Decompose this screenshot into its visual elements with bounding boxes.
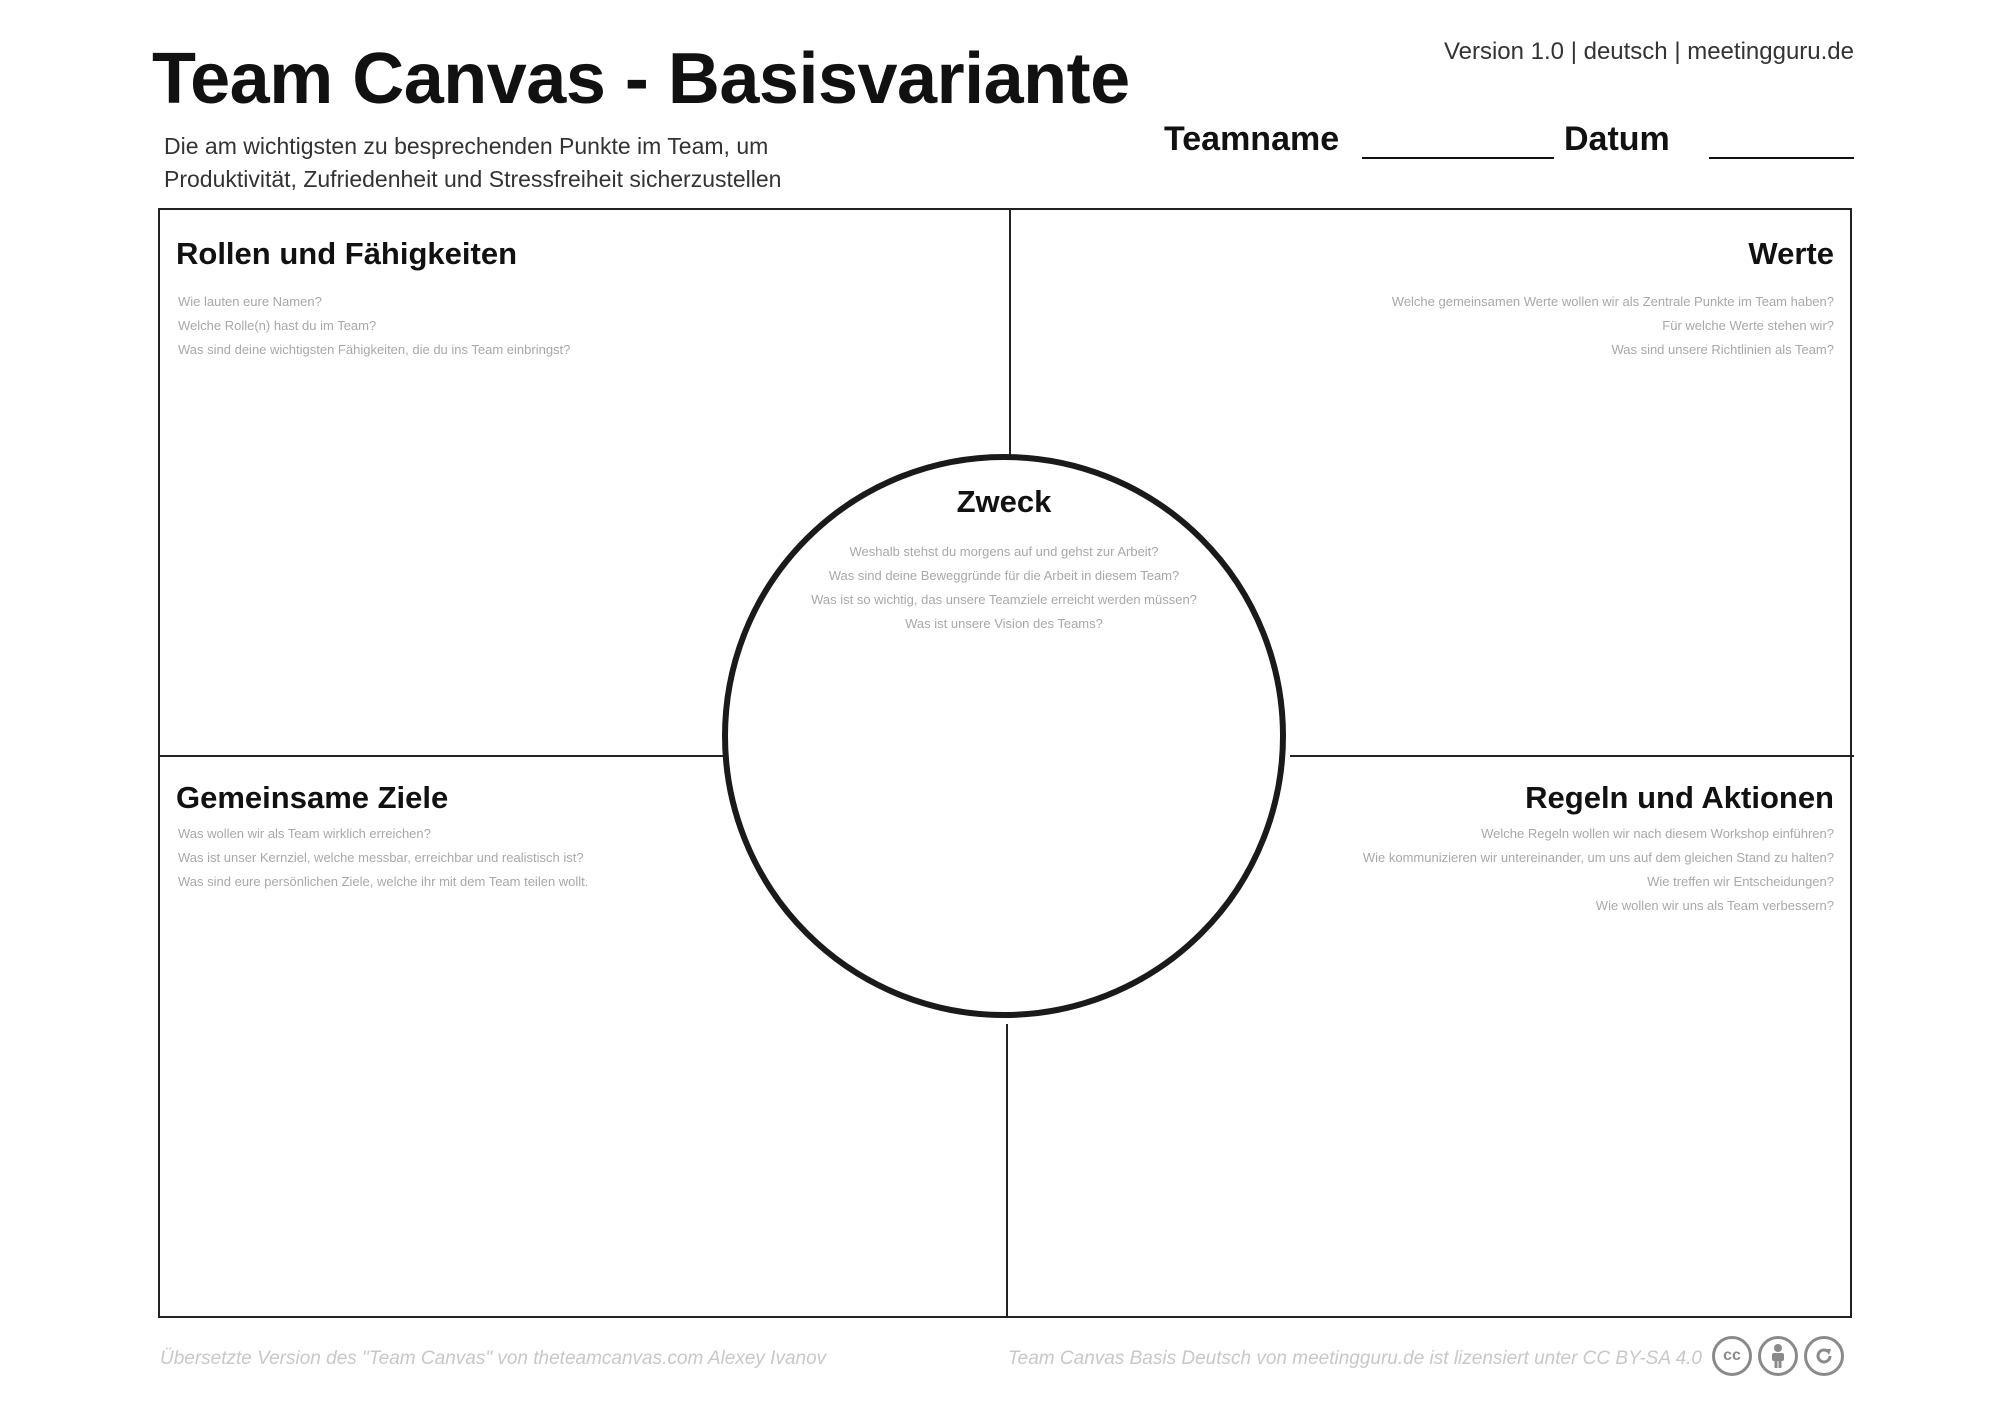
question: Welche Rolle(n) hast du im Team? xyxy=(178,318,377,333)
question: Was sind eure persönlichen Ziele, welche ihr mit dem Team teilen wollt. xyxy=(178,874,589,889)
purpose-circle xyxy=(722,454,1286,1018)
section-title-rules: Regeln und Aktionen xyxy=(1525,780,1834,815)
date-field[interactable] xyxy=(1709,157,1854,159)
section-title-purpose: Zweck xyxy=(956,484,1052,519)
question: Was ist unsere Vision des Teams? xyxy=(905,616,1103,631)
by-attribution-icon xyxy=(1758,1336,1798,1376)
page-subtitle xyxy=(164,130,884,196)
date-label: Datum xyxy=(1564,120,1670,158)
divider-right xyxy=(1290,755,1854,757)
purpose-questions xyxy=(722,540,1286,636)
divider-top xyxy=(1009,210,1011,456)
subtitle-line-2: Produktivität, Zufriedenheit und Stressfreiheit sicherzustellen xyxy=(164,166,782,192)
goals-questions xyxy=(178,822,588,894)
divider-bottom xyxy=(1006,1024,1008,1318)
question: Welche Regeln wollen wir nach diesem Workshop einführen? xyxy=(1481,826,1834,841)
question: Was ist unser Kernziel, welche messbar, erreichbar und realistisch ist? xyxy=(178,850,584,865)
question: Für welche Werte stehen wir? xyxy=(1662,318,1834,333)
teamname-field[interactable] xyxy=(1362,157,1554,159)
section-title-values: Werte xyxy=(1748,236,1834,271)
team-info-line xyxy=(1164,120,1854,164)
section-title-roles: Rollen und Fähigkeiten xyxy=(176,236,518,271)
version-meta: Version 1.0 | deutsch | meetingguru.de xyxy=(1443,38,1854,65)
roles-questions xyxy=(178,290,570,362)
question: Was wollen wir als Team wirklich erreichen? xyxy=(178,826,431,841)
question: Welche gemeinsamen Werte wollen wir als Zentrale Punkte im Team haben? xyxy=(1391,294,1834,309)
question: Wie kommunizieren wir untereinander, um uns auf dem gleichen Stand zu halten? xyxy=(1362,850,1834,865)
question: Was sind deine wichtigsten Fähigkeiten, die du ins Team einbringst? xyxy=(178,342,571,357)
question: Was sind deine Beweggründe für die Arbeit in diesem Team? xyxy=(828,568,1180,583)
divider-left xyxy=(160,755,726,757)
question: Wie lauten eure Namen? xyxy=(178,294,322,309)
question: Wie treffen wir Entscheidungen? xyxy=(1647,874,1834,889)
share-alike-arrow-icon xyxy=(1812,1344,1836,1368)
values-questions xyxy=(1392,290,1834,362)
subtitle-line-1: Die am wichtigsten zu besprechenden Punkte im Team, um xyxy=(164,133,769,159)
question: Weshalb stehst du morgens auf und gehst zur Arbeit? xyxy=(849,544,1159,559)
question: Was sind unsere Richtlinien als Team? xyxy=(1611,342,1834,357)
cc-icon: cc xyxy=(1712,1336,1752,1376)
question: Wie wollen wir uns als Team verbessern? xyxy=(1595,898,1834,913)
section-title-goals: Gemeinsame Ziele xyxy=(176,780,449,815)
person-icon xyxy=(1767,1343,1789,1369)
teamname-label: Teamname xyxy=(1164,120,1340,158)
license-badges xyxy=(1712,1336,1844,1380)
footer-license: Team Canvas Basis Deutsch von meetingguru.de ist lizensiert unter CC BY-SA 4.0 xyxy=(1007,1348,1702,1369)
question: Was ist so wichtig, das unsere Teamziele erreicht werden müssen? xyxy=(811,592,1197,607)
footer-attribution: Übersetzte Version des "Team Canvas" von theteamcanvas.com Alexey Ivanov xyxy=(160,1348,827,1369)
rules-questions xyxy=(1363,822,1834,918)
sa-share-alike-icon xyxy=(1804,1336,1844,1376)
page-title: Team Canvas - Basisvariante xyxy=(152,39,1130,119)
